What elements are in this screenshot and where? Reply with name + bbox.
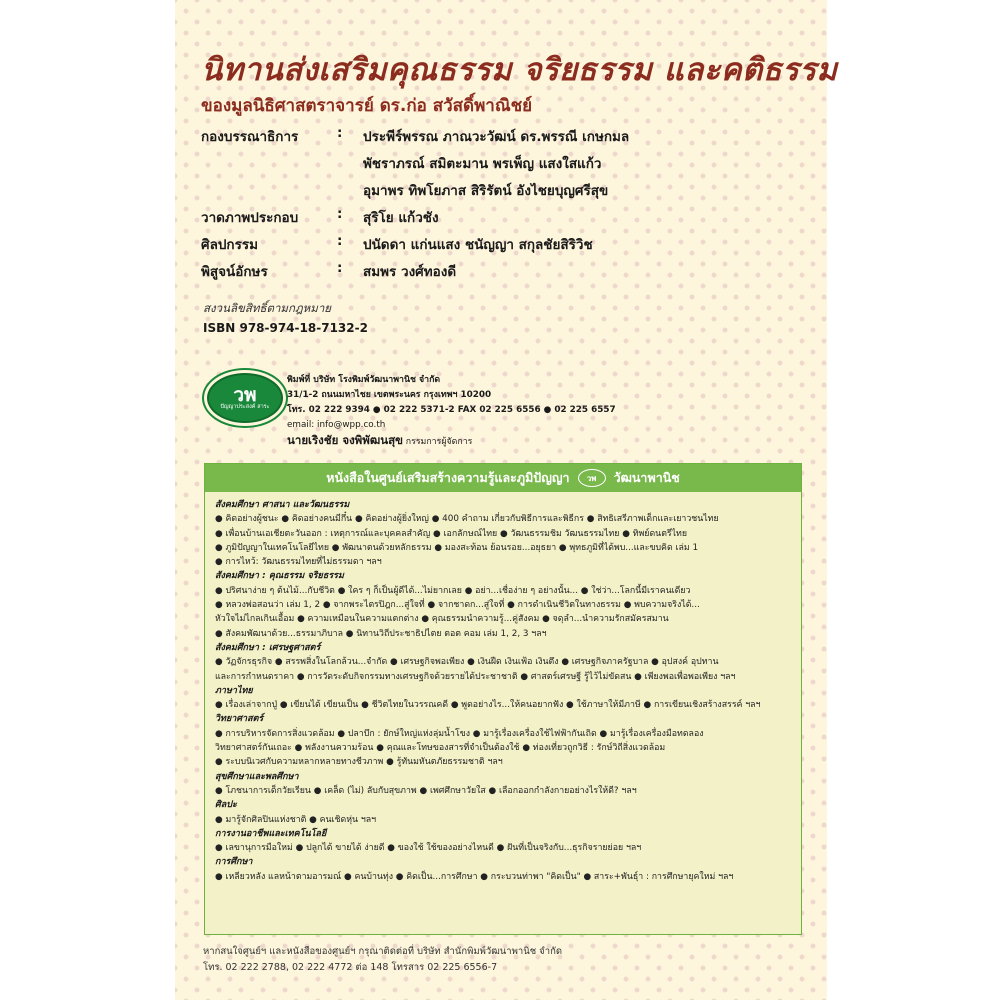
catalog-line: ● การไหว้: วัฒนธรรมไทยที่ไม่ธรรมดา ฯลฯ — [215, 557, 382, 568]
catalog-brand: วัฒนาพานิช — [613, 470, 680, 485]
credit-names: พัชราภรณ์ สมิตะมาน พรเพ็ญ แสงใสแก้ว — [363, 156, 602, 172]
credit-colon: : — [337, 206, 343, 222]
catalog-section-title: การศึกษา — [215, 857, 253, 868]
credit-row — [201, 152, 801, 179]
catalog-line: ● โภชนาการเด็กวัยเรียน ● เคล็ด (ไม่) ลับกับสุขภาพ ● เพศศึกษาวัยใส ● เลือกออกกำลังกายอย่างไรให้ดี? ฯลฯ — [215, 785, 637, 796]
isbn: ISBN 978-974-18-7132-2 — [203, 321, 368, 335]
credit-row — [201, 233, 801, 260]
director-name: นายเริงชัย จงพิพัฒนสุข — [287, 433, 403, 447]
catalog-box — [204, 463, 802, 935]
catalog-line: ● เลขานุการมือใหม่ ● ปลูกได้ ขายได้ ง่ายดี ● ของใช้ ใช้ของอย่างไหนดี ● ฝันที่เป็นจริงกับ...ธุรกิจรายย่อย ฯลฯ — [215, 843, 642, 854]
credit-names: ประพีร์พรรณ ภาณวะวัฒน์ ดร.พรรณี เกษกมล — [363, 129, 630, 145]
catalog-section-title: สังคมศึกษา : เศรษฐศาสตร์ — [215, 642, 321, 653]
footer-line: โทร. 02 222 2788, 02 222 4772 ต่อ 148 โทรสาร 02 225 6556-7 — [203, 962, 498, 973]
credit-names: ปนัดดา แก่นแสง ชนัญญา สกุลชัยสิริวิช — [363, 237, 593, 253]
credits-block — [201, 125, 801, 287]
catalog-line: ● ภูมิปัญญาในเทคโนโลยีไทย ● พัฒนาตนด้วยหลักธรรม ● มองสะท้อน ย้อนรอย...อยุธยา ● พุทธภูมิที่ได้พบ...และขบคิด เล่ม 1 — [215, 542, 699, 553]
catalog-list — [215, 498, 795, 884]
publisher-info — [287, 373, 616, 450]
logo-tagline: ปัญญาประสงค์ สาระ — [220, 403, 270, 410]
copyright-notice: สงวนลิขสิทธิ์ตามกฎหมาย — [203, 301, 332, 315]
credit-row — [201, 179, 801, 206]
catalog-line: วิทยาศาสตร์กันเถอะ ● พลังงานความร้อน ● คุณและโทษของสารที่จำเป็นต้องใช้ ● ท่องเที่ยวถูกวิธี : รักษ์วิถีสิ่งแวดล้อม — [215, 743, 666, 754]
credit-names: สุริโย แก้วชัง — [363, 210, 439, 226]
book-subtitle: ของมูลนิธิศาสตราจารย์ ดร.ก่อ สวัสดิ์พาณิชย์ — [201, 96, 533, 116]
credit-colon: : — [337, 260, 343, 276]
catalog-line: ● คิดอย่างผู้ชนะ ● คิดอย่างคนมีกึ๋น ● คิดอย่างผู้ยิ่งใหญ่ ● 400 คำถาม เกี่ยวกับพิธีการและพิธีกร ● สิทธิเสรีภาพเด็กและเยาวชนไทย — [215, 514, 719, 525]
catalog-logo: วพ — [578, 469, 606, 487]
credit-names: สมพร วงศ์ทองดี — [363, 264, 457, 280]
catalog-line: ● หลวงพ่อสอนว่า เล่ม 1, 2 ● จากพระไตรปิฎก...สู่ใจที่ ● จากชาดก...สู่ใจที่ ● การดำเนินชีวิตในทางธรรม ● พบความจริงได้... — [215, 600, 700, 611]
catalog-line: ● วัฏจักรธุรกิจ ● สรรพสิ่งในโลกล้วน...จำกัด ● เศรษฐกิจพอเพียง ● เงินฝืด เงินเฟ้อ เงินตึง ● เศรษฐกิจภาครัฐบาล ● อุปสงค์ อุปทาน — [215, 657, 719, 668]
catalog-section-title: ภาษาไทย — [215, 685, 253, 696]
catalog-line: ● มารู้จักศิลปินแห่งชาติ ● คนเชิดหุ่น ฯลฯ — [215, 814, 377, 825]
contact-footer — [203, 944, 562, 976]
credit-names: อุมาพร ทิพโยภาส สิริรัตน์ อังไชยบุญศรีสุข — [363, 183, 609, 199]
catalog-section-title: ศิลปะ — [215, 800, 237, 811]
book-page — [175, 0, 838, 1000]
credit-row — [201, 206, 801, 233]
footer-line: หากสนใจศูนย์ฯ และหนังสือของศูนย์ฯ กรุณาติดต่อที่ บริษัท สำนักพิมพ์วัฒนาพานิช จำกัด — [203, 946, 562, 957]
catalog-line: ● เพื่อนบ้านเอเชียตะวันออก : เหตุการณ์และบุคคลสำคัญ ● เอกลักษณ์ไทย ● วัฒนธรรมชิม วัฒนธรรมไทย ● ทิพย์ดนตรีไทย — [215, 528, 688, 539]
publisher-logo — [207, 373, 283, 423]
catalog-line: ● สังคมพัฒนาด้วย...ธรรมาภิบาล ● นิทานวิถีประชาธิปไตย ตอต คอม เล่ม 1, 2, 3 ฯลฯ — [215, 628, 547, 639]
catalog-section-title: สุขศึกษาและพลศึกษา — [215, 771, 299, 782]
printer-name: พิมพ์ที่ บริษัท โรงพิมพ์วัฒนาพานิช จำกัด — [287, 375, 441, 385]
catalog-line: ● ปริศนาง่าย ๆ ต้นไม้...กับชีวิต ● ใคร ๆ ก็เป็นผู้ดีได้...ไม่ยากเลย ● อย่า...เชื่อง่าย ๆ อย่างนั้น... ● ใช่ว่า...โลกนี้มีเราคนเดียว — [215, 585, 691, 596]
catalog-section-title: สังคมศึกษา ศาสนา และวัฒนธรรม — [215, 500, 350, 510]
director-title: กรรมการผู้จัดการ — [405, 437, 473, 447]
credit-role: ศิลปกรรม — [201, 237, 258, 253]
catalog-heading: หนังสือในศูนย์เสริมสร้างความรู้และภูมิปัญญา — [326, 470, 570, 485]
printer-phone: โทร. 02 222 9394 ● 02 222 5371-2 FAX 02 225 6556 ● 02 225 6557 — [287, 405, 616, 415]
credit-role: วาดภาพประกอบ — [201, 210, 299, 226]
credit-colon: : — [337, 233, 343, 249]
catalog-line: ● การบริหารจัดการสิ่งแวดล้อม ● ปลาบึก : ยักษ์ใหญ่แห่งลุ่มน้ำโขง ● มารู้เรื่องเครื่องใช้ไฟฟ้ากันเถิด ● มารู้เรื่องเครื่องมือทดลอง — [215, 728, 704, 739]
book-title: นิทานส่งเสริมคุณธรรม จริยธรรม และคติธรรม — [201, 52, 838, 88]
catalog-section-title: วิทยาศาสตร์ — [215, 714, 264, 725]
catalog-section-title: การงานอาชีพและเทคโนโลยี — [215, 828, 327, 839]
credit-row — [201, 260, 801, 287]
credit-role: กองบรรณาธิการ — [201, 129, 299, 145]
credit-role: พิสูจน์อักษร — [201, 264, 268, 280]
catalog-line: ● เหลียวหลัง แลหน้าตามอารมณ์ ● คนบ้านทุ่ง ● คิดเป็น...การศึกษา ● กระบวนท่าพา "คิดเป็น" ● สาระ+พันธุ์า : การศึกษายุคใหม่ ฯลฯ — [215, 871, 734, 882]
catalog-section-title: สังคมศึกษา : คุณธรรม จริยธรรม — [215, 571, 344, 582]
printer-address: 31/1-2 ถนนมหาไชย เขตพระนคร กรุงเทพฯ 10200 — [287, 390, 492, 400]
catalog-header — [205, 464, 801, 492]
catalog-line: และการกำหนดราคา ● การวัดระดับกิจกรรมทางเศรษฐกิจด้วยรายได้ประชาชาติ ● ศาสตร์เศรษฐี รู้ไว้ไม่ขัดสน ● เพียงพอเพื่อพอเพียง ฯลฯ — [215, 671, 736, 682]
catalog-line: ● ระบบนิเวศกับความหลากหลายทางชีวภาพ ● รู้ทันมหันตภัยธรรมชาติ ฯลฯ — [215, 757, 503, 768]
catalog-line: หัวใจไม่ไกลเกินเอื้อม ● ความเหมือนในความแตกต่าง ● คุณธรรมนำความรู้...คู่สังคม ● จดุลำ...นำความรักสมัครสมาน — [215, 614, 669, 625]
catalog-line: ● เรื่องเล่าจากปู่ ● เขียนได้ เขียนเป็น ● ชีวิตไทยในวรรณคดี ● พูดอย่างไร...ให้คนอยากฟัง ● ใช้ภาษาให้มีภาษี ● การเขียนเชิงสร้างสรรค์ ฯลฯ — [215, 700, 761, 711]
logo-mark: วพ — [233, 383, 257, 406]
credit-row — [201, 125, 801, 152]
printer-email: email: info@wpp.co.th — [287, 420, 386, 430]
credit-colon: : — [337, 125, 343, 141]
